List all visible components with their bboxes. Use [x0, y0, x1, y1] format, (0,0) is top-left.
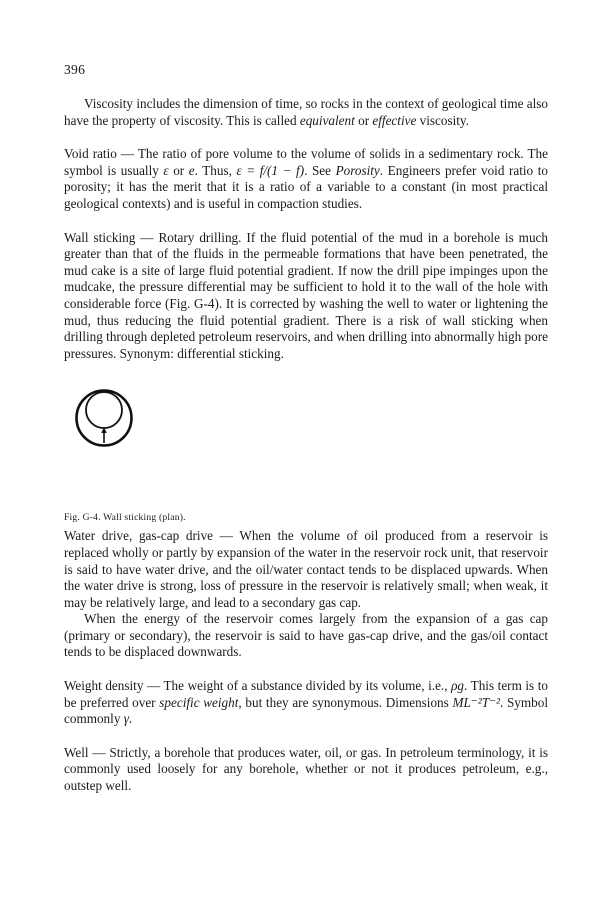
dimensions-formula: ML⁻²T⁻² [452, 694, 500, 710]
void-ratio-see: . See [304, 162, 336, 178]
void-ratio-or: or [168, 162, 189, 178]
entry-weight-density [64, 678, 548, 728]
intro-text-1: Viscosity includes the dimension of time, so rocks in the context of geological time also have the property of viscosity. This is called [64, 96, 548, 128]
page-number: 396 [64, 62, 86, 77]
intro-italic-effective: effective [372, 112, 417, 128]
entry-void-ratio [64, 146, 548, 212]
weight-density-text-1: The weight of a substance divided by its volume, i.e., [163, 678, 452, 694]
dash: — [135, 229, 159, 245]
entry-wall-sticking [64, 230, 548, 363]
wall-sticking-diagram [72, 386, 136, 450]
void-ratio-thus: . Thus, [194, 162, 237, 178]
dash: — [213, 528, 240, 544]
intro-text-mid: or [354, 112, 373, 128]
term-weight-density: Weight density [64, 678, 144, 694]
symbol-epsilon: ε [163, 162, 169, 178]
text-column [64, 96, 548, 795]
see-ref-porosity: Porosity [335, 162, 380, 178]
void-ratio-formula: ε = f/(1 − f) [236, 162, 305, 178]
italic-specific-weight: specific weight [159, 694, 239, 710]
dash: — [143, 678, 164, 694]
figure-g4 [64, 362, 548, 528]
weight-density-text-3: , but they are synonymous. Dimensions [238, 694, 453, 710]
term-well: Well [64, 744, 89, 760]
weight-density-text-2: . This term is to be preferred over [64, 678, 549, 710]
intro-paragraph [64, 96, 548, 129]
wall-sticking-text: Rotary drilling. If the fluid potential of the mud in a borehole is much greater than that of the fluids in the permeable formations that have been penetrated, the mud cake is a site of large fluid potential gradient. If now the drill pipe impinges upon the mudcake, the pressure differential may be sufficient to hold it to the wall of the hole with considerable force (Fig. G-4). It is corrected by washing the well to water or lightening the mud, thus reducing the fluid potential gradient. There is a risk of wall sticking when drilling through depleted petroleum reservoirs, and when drilling into abnormally high pore pressures. Synonym: differential sticking. [64, 229, 548, 361]
weight-density-text-4: . Symbol commonly [64, 694, 548, 727]
term-void-ratio: Void ratio [64, 146, 117, 162]
symbol-e: e [188, 162, 195, 178]
intro-text-after: viscosity. [416, 112, 469, 128]
entry-well [64, 745, 548, 795]
weight-density-text-5: . [128, 711, 133, 727]
dash: — [116, 146, 138, 162]
void-ratio-text-2: . Engineers prefer void ratio to porosity; it has the merit that it is a ratio of a variable to a constant (in most practical geological contexts) and is useful in compaction studies. [64, 162, 548, 211]
term-wall-sticking: Wall sticking [64, 229, 136, 245]
symbol-gamma: γ [123, 711, 129, 727]
well-text: Strictly, a borehole that produces water, oil, or gas. In petroleum terminology, it is commonly used loosely for any borehole, whether or not it produces petroleum, e.g., outstep well. [64, 744, 549, 794]
drill-pipe [86, 392, 122, 428]
figure-caption: Fig. G-4. Wall sticking (plan). [64, 512, 186, 524]
entry-water-drive [64, 528, 548, 611]
water-drive-paragraph-2: When the energy of the reservoir comes largely from the expansion of a gas cap (primary or secondary), the reservoir is said to have gas-cap drive, and the gas/oil contact tends to be displaced downwards. [64, 611, 548, 660]
dash: — [88, 744, 110, 760]
term-water-drive: Water drive, gas-cap drive [64, 528, 214, 544]
symbol-rho-g: ρg [451, 678, 465, 694]
void-ratio-text-1: The ratio of pore volume to the volume of solids in a sedimentary rock. The symbol is usually [64, 146, 549, 178]
intro-italic-equivalent: equivalent [299, 112, 355, 128]
water-drive-text-1: When the volume of oil produced from a reservoir is replaced wholly or partly by expansion of the water in the reservoir rock unit, that reservoir is said to have water drive, and the oil/water contact tends to be displaced upwards. When the water drive is strong, loss of pressure in the reservoir is relatively small; when weak, it may be relatively large, and lead to a secondary gas cap. [64, 528, 548, 610]
